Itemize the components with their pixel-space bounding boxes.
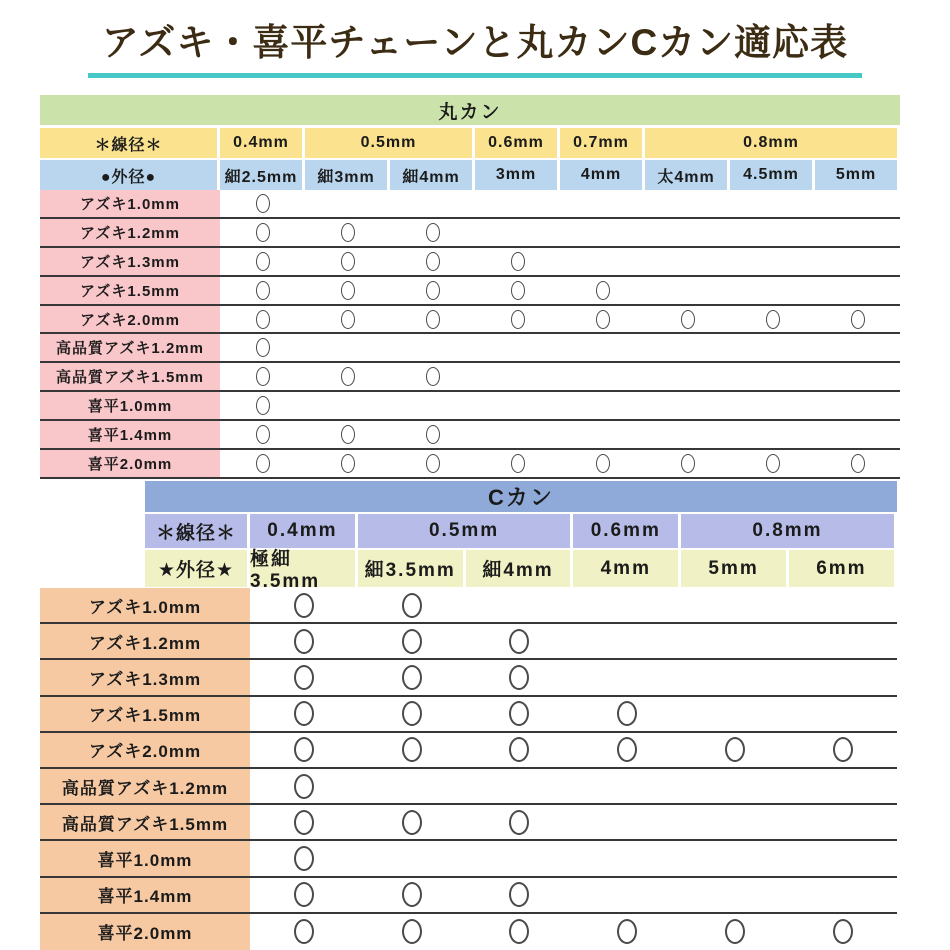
mark-cell	[466, 624, 574, 658]
compatibility-circle-mark	[509, 701, 529, 726]
chain-row	[40, 219, 900, 248]
empty-mark-cell	[815, 392, 900, 419]
compatibility-circle-mark	[725, 919, 745, 944]
mark-cell	[250, 769, 358, 803]
empty-mark-cell	[475, 334, 560, 361]
chain-row-label: アズキ2.0mm	[40, 733, 250, 767]
marukan-wire-diameter-label: ＊線径＊	[40, 128, 217, 158]
compatibility-circle-mark	[256, 310, 270, 329]
compatibility-circle-mark	[851, 310, 865, 329]
chain-row-label: 喜平1.4mm	[40, 421, 220, 448]
mark-cell	[390, 306, 475, 333]
chain-row	[40, 392, 900, 421]
marukan-wire-cells	[220, 128, 900, 158]
mark-cell	[305, 219, 390, 246]
empty-mark-cell	[681, 769, 789, 803]
ckan-wire-diameter-label: ＊線径＊	[145, 514, 247, 548]
compatibility-circle-mark	[256, 338, 270, 357]
compatibility-circle-mark	[294, 810, 314, 835]
compatibility-circle-mark	[851, 454, 865, 473]
empty-mark-cell	[815, 248, 900, 275]
mark-cell	[220, 334, 305, 361]
mark-cell	[220, 363, 305, 390]
empty-mark-cell	[358, 769, 466, 803]
ckan-outer-diameter-label: ★外径★	[145, 550, 247, 587]
empty-mark-cell	[789, 878, 897, 912]
mark-cell	[475, 450, 560, 477]
outer-diameter-cell: 6mm	[789, 550, 894, 587]
mark-cell	[305, 363, 390, 390]
compatibility-circle-mark	[402, 919, 422, 944]
compatibility-circle-mark	[294, 629, 314, 654]
compatibility-circle-mark	[294, 774, 314, 799]
marukan-table-title: 丸カン	[40, 95, 900, 125]
mark-cell	[789, 914, 897, 950]
mark-cell	[250, 805, 358, 839]
ckan-wire-diameter-row	[145, 514, 897, 548]
chain-row	[40, 841, 897, 877]
empty-mark-cell	[681, 841, 789, 875]
compatibility-circle-mark	[402, 882, 422, 907]
empty-mark-cell	[789, 841, 897, 875]
compatibility-circle-mark	[426, 281, 440, 300]
mark-cell	[390, 421, 475, 448]
ckan-table-title: Cカン	[145, 481, 897, 512]
mark-cell	[466, 805, 574, 839]
empty-mark-cell	[730, 334, 815, 361]
mark-cell	[250, 914, 358, 950]
compatibility-circle-mark	[402, 629, 422, 654]
mark-cell	[250, 660, 358, 694]
compatibility-circle-mark	[341, 310, 355, 329]
mark-cell	[815, 306, 900, 333]
compatibility-circle-mark	[833, 919, 853, 944]
empty-mark-cell	[645, 363, 730, 390]
empty-mark-cell	[573, 878, 681, 912]
mark-cell	[560, 277, 645, 304]
compatibility-circle-mark	[725, 737, 745, 762]
empty-mark-cell	[815, 277, 900, 304]
chain-row-label: アズキ2.0mm	[40, 306, 220, 333]
compatibility-circle-mark	[681, 310, 695, 329]
page-title: アズキ・喜平チェーンと丸カンCカン適応表	[88, 12, 862, 78]
outer-diameter-cell: 細4mm	[466, 550, 571, 587]
wire-diameter-cell: 0.8mm	[681, 514, 894, 548]
empty-mark-cell	[730, 248, 815, 275]
empty-mark-cell	[560, 248, 645, 275]
compatibility-circle-mark	[617, 919, 637, 944]
compatibility-circle-mark	[256, 281, 270, 300]
empty-mark-cell	[466, 588, 574, 622]
empty-mark-cell	[815, 190, 900, 217]
mark-cell	[358, 588, 466, 622]
chain-row	[40, 914, 897, 950]
compatibility-circle-mark	[426, 454, 440, 473]
compatibility-circle-mark	[294, 593, 314, 618]
mark-cell	[220, 219, 305, 246]
compatibility-circle-mark	[256, 367, 270, 386]
marukan-table-header	[40, 95, 900, 192]
mark-cell	[645, 306, 730, 333]
empty-mark-cell	[730, 363, 815, 390]
empty-mark-cell	[789, 624, 897, 658]
empty-mark-cell	[475, 421, 560, 448]
empty-mark-cell	[560, 363, 645, 390]
mark-cell	[305, 306, 390, 333]
empty-mark-cell	[305, 190, 390, 217]
chain-row	[40, 588, 897, 624]
mark-cell	[358, 914, 466, 950]
ckan-outer-diameter-row	[145, 549, 897, 592]
empty-mark-cell	[730, 421, 815, 448]
chain-row	[40, 190, 900, 219]
mark-cell	[475, 306, 560, 333]
empty-mark-cell	[305, 392, 390, 419]
mark-cell	[220, 248, 305, 275]
chain-row-label: 喜平2.0mm	[40, 450, 220, 477]
compatibility-circle-mark	[617, 701, 637, 726]
wire-diameter-cell: 0.6mm	[475, 128, 557, 158]
compatibility-circle-mark	[341, 454, 355, 473]
empty-mark-cell	[390, 190, 475, 217]
mark-cell	[358, 697, 466, 731]
mark-cell	[358, 805, 466, 839]
empty-mark-cell	[466, 769, 574, 803]
empty-mark-cell	[475, 190, 560, 217]
chain-row-label: アズキ1.5mm	[40, 277, 220, 304]
empty-mark-cell	[645, 277, 730, 304]
mark-cell	[466, 878, 574, 912]
mark-cell	[220, 306, 305, 333]
compatibility-circle-mark	[294, 737, 314, 762]
mark-cell	[466, 660, 574, 694]
mark-cell	[358, 624, 466, 658]
mark-cell	[390, 277, 475, 304]
empty-mark-cell	[560, 219, 645, 246]
chain-row	[40, 306, 900, 335]
empty-mark-cell	[645, 190, 730, 217]
outer-diameter-cell: 5mm	[681, 550, 786, 587]
compatibility-circle-mark	[402, 665, 422, 690]
mark-cell	[645, 450, 730, 477]
mark-cell	[390, 248, 475, 275]
chain-row-label: 高品質アズキ1.5mm	[40, 805, 250, 839]
chain-row	[40, 769, 897, 805]
empty-mark-cell	[681, 697, 789, 731]
empty-mark-cell	[681, 660, 789, 694]
chain-row-label: 喜平1.4mm	[40, 878, 250, 912]
empty-mark-cell	[730, 277, 815, 304]
empty-mark-cell	[645, 219, 730, 246]
mark-cell	[560, 450, 645, 477]
outer-diameter-cell: 極細3.5mm	[250, 550, 355, 587]
outer-diameter-cell: 4mm	[560, 160, 642, 190]
ckan-wire-cells	[250, 514, 897, 548]
compatibility-circle-mark	[341, 281, 355, 300]
chain-row-label: アズキ1.5mm	[40, 697, 250, 731]
chain-row	[40, 450, 900, 479]
compatibility-circle-mark	[256, 223, 270, 242]
chain-row	[40, 363, 900, 392]
outer-diameter-cell: 細3mm	[305, 160, 387, 190]
empty-mark-cell	[573, 588, 681, 622]
compatibility-circle-mark	[256, 252, 270, 271]
chain-row	[40, 878, 897, 914]
chain-row-label: 喜平2.0mm	[40, 914, 250, 950]
mark-cell	[560, 306, 645, 333]
title-wrap	[0, 12, 950, 78]
wire-diameter-cell: 0.5mm	[358, 514, 571, 548]
chain-row-label: アズキ1.2mm	[40, 624, 250, 658]
empty-mark-cell	[573, 769, 681, 803]
mark-cell	[250, 841, 358, 875]
compatibility-circle-mark	[294, 701, 314, 726]
mark-cell	[305, 421, 390, 448]
mark-cell	[730, 306, 815, 333]
chain-row-label: 高品質アズキ1.2mm	[40, 769, 250, 803]
chain-row	[40, 697, 897, 733]
empty-mark-cell	[815, 334, 900, 361]
compatibility-circle-mark	[402, 593, 422, 618]
mark-cell	[681, 733, 789, 767]
empty-mark-cell	[789, 588, 897, 622]
empty-mark-cell	[815, 363, 900, 390]
outer-diameter-cell: 3mm	[475, 160, 557, 190]
ckan-table-header	[145, 481, 897, 592]
empty-mark-cell	[681, 624, 789, 658]
empty-mark-cell	[390, 334, 475, 361]
compatibility-circle-mark	[341, 367, 355, 386]
empty-mark-cell	[573, 841, 681, 875]
mark-cell	[789, 733, 897, 767]
ckan-outer-cells	[250, 549, 897, 592]
empty-mark-cell	[560, 392, 645, 419]
empty-mark-cell	[560, 421, 645, 448]
compatibility-circle-mark	[294, 919, 314, 944]
empty-mark-cell	[560, 190, 645, 217]
mark-cell	[815, 450, 900, 477]
compatibility-circle-mark	[402, 701, 422, 726]
mark-cell	[475, 277, 560, 304]
chain-row-label: アズキ1.3mm	[40, 660, 250, 694]
chain-row-label: 高品質アズキ1.5mm	[40, 363, 220, 390]
wire-diameter-cell: 0.4mm	[250, 514, 355, 548]
outer-diameter-cell: 細3.5mm	[358, 550, 463, 587]
compatibility-circle-mark	[617, 737, 637, 762]
chain-row-label: 高品質アズキ1.2mm	[40, 334, 220, 361]
empty-mark-cell	[305, 334, 390, 361]
mark-cell	[573, 697, 681, 731]
compatibility-circle-mark	[596, 281, 610, 300]
empty-mark-cell	[789, 805, 897, 839]
outer-diameter-cell: 4mm	[573, 550, 678, 587]
chain-row-label: アズキ1.2mm	[40, 219, 220, 246]
empty-mark-cell	[789, 697, 897, 731]
compatibility-circle-mark	[509, 882, 529, 907]
chain-row	[40, 624, 897, 660]
compatibility-circle-mark	[511, 310, 525, 329]
wire-diameter-cell: 0.5mm	[305, 128, 472, 158]
empty-mark-cell	[681, 588, 789, 622]
compatibility-circle-mark	[511, 454, 525, 473]
compatibility-circle-mark	[256, 454, 270, 473]
mark-cell	[390, 219, 475, 246]
mark-cell	[390, 450, 475, 477]
mark-cell	[220, 392, 305, 419]
mark-cell	[220, 277, 305, 304]
marukan-outer-diameter-row	[40, 160, 900, 190]
marukan-outer-diameter-label: ●外径●	[40, 160, 217, 190]
mark-cell	[358, 660, 466, 694]
empty-mark-cell	[645, 421, 730, 448]
empty-mark-cell	[815, 421, 900, 448]
compatibility-circle-mark	[256, 194, 270, 213]
chain-row	[40, 421, 900, 450]
compatibility-circle-mark	[256, 396, 270, 415]
mark-cell	[305, 450, 390, 477]
chain-row	[40, 277, 900, 306]
wire-diameter-cell: 0.7mm	[560, 128, 642, 158]
mark-cell	[250, 624, 358, 658]
compatibility-circle-mark	[511, 281, 525, 300]
empty-mark-cell	[390, 392, 475, 419]
compatibility-circle-mark	[511, 252, 525, 271]
compatibility-circle-mark	[426, 367, 440, 386]
mark-cell	[730, 450, 815, 477]
mark-cell	[681, 914, 789, 950]
compatibility-circle-mark	[426, 223, 440, 242]
mark-cell	[250, 697, 358, 731]
empty-mark-cell	[789, 660, 897, 694]
compatibility-circle-mark	[426, 425, 440, 444]
compatibility-circle-mark	[294, 846, 314, 871]
wire-diameter-cell: 0.8mm	[645, 128, 897, 158]
mark-cell	[573, 914, 681, 950]
compatibility-circle-mark	[426, 252, 440, 271]
chain-row	[40, 733, 897, 769]
compatibility-circle-mark	[681, 454, 695, 473]
empty-mark-cell	[475, 363, 560, 390]
empty-mark-cell	[730, 190, 815, 217]
outer-diameter-cell: 細2.5mm	[220, 160, 302, 190]
chain-row-label: 喜平1.0mm	[40, 392, 220, 419]
mark-cell	[466, 697, 574, 731]
mark-cell	[475, 248, 560, 275]
empty-mark-cell	[730, 392, 815, 419]
compatibility-circle-mark	[294, 882, 314, 907]
compatibility-circle-mark	[833, 737, 853, 762]
mark-cell	[573, 733, 681, 767]
empty-mark-cell	[573, 660, 681, 694]
compatibility-circle-mark	[426, 310, 440, 329]
empty-mark-cell	[681, 805, 789, 839]
mark-cell	[250, 588, 358, 622]
compatibility-circle-mark	[341, 223, 355, 242]
compatibility-circle-mark	[509, 665, 529, 690]
chain-row	[40, 805, 897, 841]
compatibility-circle-mark	[509, 919, 529, 944]
empty-mark-cell	[466, 841, 574, 875]
mark-cell	[220, 421, 305, 448]
chain-row-label: アズキ1.0mm	[40, 588, 250, 622]
mark-cell	[466, 914, 574, 950]
compatibility-circle-mark	[341, 252, 355, 271]
compatibility-circle-mark	[402, 810, 422, 835]
compatibility-circle-mark	[596, 454, 610, 473]
compatibility-circle-mark	[509, 629, 529, 654]
outer-diameter-cell: 太4mm	[645, 160, 727, 190]
chain-row-label: アズキ1.3mm	[40, 248, 220, 275]
mark-cell	[220, 190, 305, 217]
empty-mark-cell	[560, 334, 645, 361]
mark-cell	[250, 878, 358, 912]
mark-cell	[305, 277, 390, 304]
empty-mark-cell	[573, 624, 681, 658]
empty-mark-cell	[730, 219, 815, 246]
compatibility-circle-mark	[256, 425, 270, 444]
compatibility-circle-mark	[341, 425, 355, 444]
outer-diameter-cell: 細4mm	[390, 160, 472, 190]
compatibility-circle-mark	[402, 737, 422, 762]
empty-mark-cell	[789, 769, 897, 803]
chain-row	[40, 660, 897, 696]
chain-row	[40, 334, 900, 363]
chain-row-label: 喜平1.0mm	[40, 841, 250, 875]
outer-diameter-cell: 4.5mm	[730, 160, 812, 190]
compatibility-circle-mark	[596, 310, 610, 329]
empty-mark-cell	[475, 219, 560, 246]
mark-cell	[250, 733, 358, 767]
mark-cell	[390, 363, 475, 390]
mark-cell	[358, 878, 466, 912]
empty-mark-cell	[475, 392, 560, 419]
empty-mark-cell	[815, 219, 900, 246]
wire-diameter-cell: 0.4mm	[220, 128, 302, 158]
marukan-table-body	[40, 190, 900, 479]
outer-diameter-cell: 5mm	[815, 160, 897, 190]
marukan-outer-cells	[220, 160, 900, 190]
mark-cell	[358, 733, 466, 767]
empty-mark-cell	[358, 841, 466, 875]
marukan-wire-diameter-row	[40, 128, 900, 158]
mark-cell	[220, 450, 305, 477]
compatibility-circle-mark	[509, 810, 529, 835]
empty-mark-cell	[645, 248, 730, 275]
empty-mark-cell	[681, 878, 789, 912]
mark-cell	[466, 733, 574, 767]
compatibility-circle-mark	[294, 665, 314, 690]
empty-mark-cell	[573, 805, 681, 839]
compatibility-circle-mark	[766, 454, 780, 473]
compatibility-circle-mark	[509, 737, 529, 762]
wire-diameter-cell: 0.6mm	[573, 514, 678, 548]
compatibility-circle-mark	[766, 310, 780, 329]
ckan-table-body	[40, 588, 897, 950]
chain-row-label: アズキ1.0mm	[40, 190, 220, 217]
empty-mark-cell	[645, 334, 730, 361]
empty-mark-cell	[645, 392, 730, 419]
chain-row	[40, 248, 900, 277]
mark-cell	[305, 248, 390, 275]
